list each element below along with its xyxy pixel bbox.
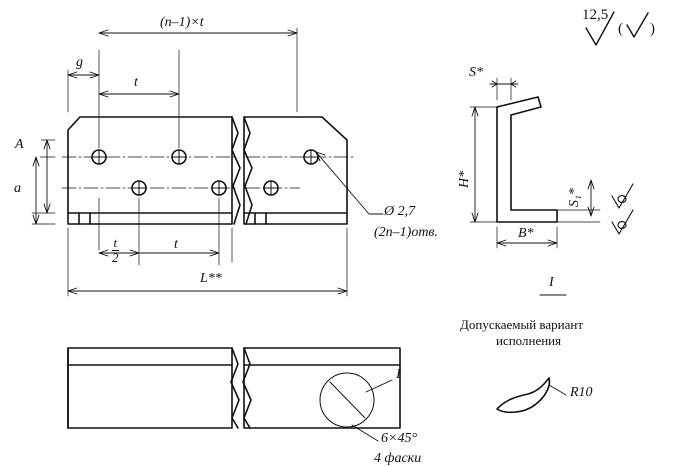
dim-label-A-text: A (15, 137, 24, 152)
dim-label-t-bottom: t (174, 237, 178, 252)
break-line-right (244, 117, 252, 224)
detail-circle-leader (330, 380, 392, 418)
allowed-variant-caption-line2: исполнения (496, 333, 562, 348)
roughness-marks-section (612, 184, 633, 234)
fraction-numerator: t (113, 235, 118, 250)
fraction-t-over-2 (112, 236, 119, 264)
allowed-variant-leader (549, 385, 566, 395)
dim-label-H: H* (457, 170, 472, 188)
radius-label-R10: R10 (570, 385, 593, 400)
detail-label-I-section: I (549, 275, 554, 290)
roughness-paren-right: ) (650, 21, 655, 37)
side-view-baseline-hidden (68, 428, 400, 435)
angle-profile-inner-fillet (500, 115, 511, 130)
side-view-right-outline (244, 348, 400, 428)
hole-callout-diameter: Ø 2,7 (384, 204, 416, 219)
dim-label-t-top: t (134, 75, 138, 90)
allowed-variant-shape (497, 378, 549, 412)
dim-label-L: L** (200, 271, 222, 286)
break-line-left (232, 117, 240, 224)
dim-label-S1: S₁* (567, 188, 582, 207)
roughness-value-label: 12,5 (582, 7, 609, 23)
fraction-denominator: 2 (112, 249, 119, 265)
dim-label-a: a (14, 181, 21, 196)
chamfer-label-count: 4 фаски (374, 451, 422, 466)
roughness-paren-left: ( (618, 21, 623, 37)
angle-profile-outline (497, 97, 557, 222)
dim-label-half-t (112, 236, 119, 264)
hole-callout-count: (2n–1)отв. (374, 225, 439, 240)
dim-label-B: B* (518, 226, 534, 241)
dim-label-S: S* (469, 65, 483, 80)
hole-leader (316, 152, 383, 214)
plate-outline-left (68, 117, 232, 224)
detail-label-I-bottom: I (396, 367, 401, 382)
dim-label-g: g (76, 55, 83, 70)
allowed-variant-caption-line1: Допускаемый вариант (460, 317, 584, 332)
side-view-left-outline (68, 348, 232, 428)
dim-label-A (15, 138, 24, 152)
dim-label-n-minus-1-times-t: (n–1)×t (160, 15, 204, 30)
chamfer-label-angle: 6×45° (381, 431, 418, 446)
